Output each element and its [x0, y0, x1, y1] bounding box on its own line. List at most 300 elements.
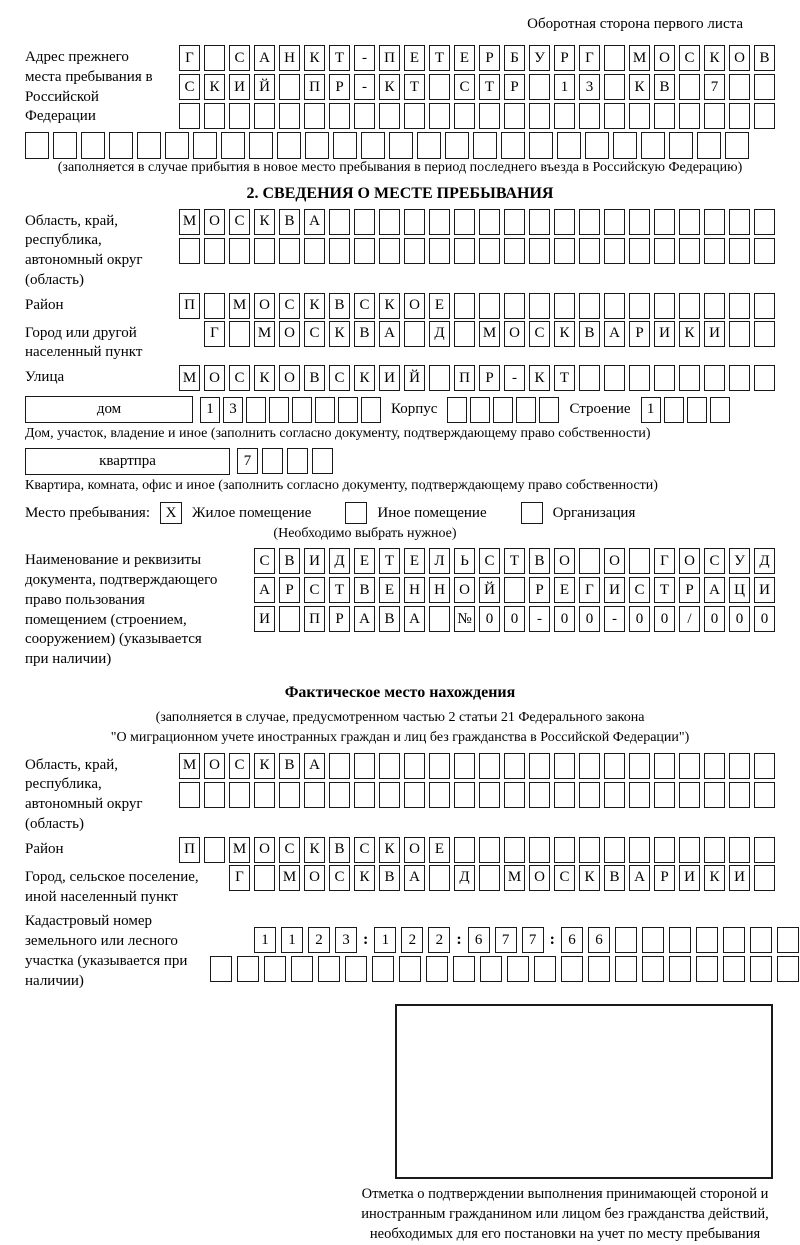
char-box[interactable]: Г	[579, 45, 600, 71]
char-box[interactable]: В	[754, 45, 775, 71]
char-box[interactable]: 0	[479, 606, 500, 632]
char-box[interactable]	[754, 103, 775, 129]
char-box[interactable]	[679, 782, 700, 808]
char-box[interactable]: Г	[204, 321, 225, 347]
char-box[interactable]	[754, 293, 775, 319]
char-box[interactable]: В	[279, 753, 300, 779]
char-box[interactable]	[249, 132, 273, 159]
char-box[interactable]	[454, 238, 475, 264]
char-box[interactable]: 1	[254, 927, 276, 953]
char-box[interactable]	[454, 209, 475, 235]
char-box[interactable]	[292, 397, 312, 423]
char-box[interactable]	[579, 209, 600, 235]
char-box[interactable]: 7	[237, 448, 258, 474]
char-box[interactable]	[704, 782, 725, 808]
char-box[interactable]	[389, 132, 413, 159]
char-box[interactable]: В	[529, 548, 550, 574]
char-box[interactable]: А	[629, 865, 650, 891]
char-box[interactable]	[479, 103, 500, 129]
char-box[interactable]: Р	[329, 74, 350, 100]
char-box[interactable]	[429, 209, 450, 235]
char-box[interactable]: Д	[754, 548, 775, 574]
document-row-1[interactable]	[235, 548, 775, 574]
char-box[interactable]	[529, 132, 553, 159]
char-box[interactable]: 6	[561, 927, 583, 953]
char-box[interactable]: К	[704, 865, 725, 891]
char-box[interactable]	[429, 103, 450, 129]
char-box[interactable]	[354, 238, 375, 264]
char-box[interactable]	[534, 956, 556, 982]
char-box[interactable]	[604, 103, 625, 129]
korpus-boxes[interactable]	[447, 397, 559, 423]
char-box[interactable]: 2	[401, 927, 423, 953]
char-box[interactable]: В	[304, 365, 325, 391]
char-box[interactable]	[729, 209, 750, 235]
char-box[interactable]	[554, 782, 575, 808]
char-box[interactable]: 1	[281, 927, 303, 953]
char-box[interactable]	[354, 209, 375, 235]
char-box[interactable]	[504, 577, 525, 603]
char-box[interactable]	[354, 103, 375, 129]
char-box[interactable]	[629, 365, 650, 391]
char-box[interactable]	[404, 321, 425, 347]
char-box[interactable]	[479, 293, 500, 319]
char-box[interactable]: С	[304, 321, 325, 347]
char-box[interactable]	[279, 782, 300, 808]
char-box[interactable]	[529, 837, 550, 863]
char-box[interactable]	[305, 132, 329, 159]
char-box[interactable]: О	[679, 548, 700, 574]
char-box[interactable]: О	[304, 865, 325, 891]
char-box[interactable]	[25, 132, 49, 159]
char-box[interactable]	[654, 238, 675, 264]
char-box[interactable]	[404, 209, 425, 235]
char-box[interactable]: О	[729, 45, 750, 71]
char-box[interactable]	[679, 74, 700, 100]
char-box[interactable]: А	[304, 209, 325, 235]
char-box[interactable]: №	[454, 606, 475, 632]
char-box[interactable]: О	[279, 321, 300, 347]
char-box[interactable]: М	[629, 45, 650, 71]
char-box[interactable]	[754, 209, 775, 235]
char-box[interactable]	[204, 837, 225, 863]
char-box[interactable]: В	[379, 606, 400, 632]
char-box[interactable]	[704, 293, 725, 319]
oblast-row-2[interactable]	[157, 238, 775, 264]
char-box[interactable]	[429, 865, 450, 891]
char-box[interactable]	[504, 782, 525, 808]
char-box[interactable]: Т	[429, 45, 450, 71]
char-box[interactable]: О	[654, 45, 675, 71]
char-box[interactable]: О	[404, 293, 425, 319]
char-box[interactable]: О	[504, 321, 525, 347]
char-box[interactable]	[529, 753, 550, 779]
char-box[interactable]: И	[754, 577, 775, 603]
char-box[interactable]: С	[554, 865, 575, 891]
char-box[interactable]	[604, 74, 625, 100]
char-box[interactable]	[453, 956, 475, 982]
char-box[interactable]	[204, 45, 225, 71]
char-box[interactable]: 1	[374, 927, 396, 953]
char-box[interactable]	[399, 956, 421, 982]
char-box[interactable]	[579, 782, 600, 808]
char-box[interactable]: К	[379, 293, 400, 319]
char-box[interactable]	[429, 74, 450, 100]
char-box[interactable]	[429, 365, 450, 391]
char-box[interactable]	[554, 238, 575, 264]
char-box[interactable]: К	[379, 74, 400, 100]
char-box[interactable]: С	[629, 577, 650, 603]
char-box[interactable]	[254, 865, 275, 891]
char-box[interactable]	[529, 209, 550, 235]
char-box[interactable]	[504, 238, 525, 264]
char-box[interactable]: В	[654, 74, 675, 100]
char-box[interactable]: К	[204, 74, 225, 100]
char-box[interactable]: М	[229, 293, 250, 319]
char-box[interactable]: В	[279, 548, 300, 574]
char-box[interactable]: К	[254, 365, 275, 391]
char-box[interactable]: 7	[704, 74, 725, 100]
char-box[interactable]: С	[329, 365, 350, 391]
char-box[interactable]: Е	[454, 45, 475, 71]
char-box[interactable]	[604, 837, 625, 863]
char-box[interactable]: С	[679, 45, 700, 71]
char-box[interactable]: Р	[329, 606, 350, 632]
char-box[interactable]: -	[604, 606, 625, 632]
char-box[interactable]: Й	[479, 577, 500, 603]
char-box[interactable]	[777, 956, 799, 982]
gorod-row[interactable]	[170, 321, 775, 347]
char-box[interactable]	[246, 397, 266, 423]
prev-address-row-1[interactable]	[175, 45, 775, 71]
char-box[interactable]: Р	[479, 365, 500, 391]
char-box[interactable]	[664, 397, 684, 423]
char-box[interactable]: Н	[279, 45, 300, 71]
char-box[interactable]: 2	[428, 927, 450, 953]
char-box[interactable]	[429, 753, 450, 779]
char-box[interactable]: 0	[654, 606, 675, 632]
char-box[interactable]	[579, 103, 600, 129]
char-box[interactable]	[654, 365, 675, 391]
char-box[interactable]	[754, 865, 775, 891]
char-box[interactable]	[329, 238, 350, 264]
char-box[interactable]	[379, 103, 400, 129]
char-box[interactable]	[539, 397, 559, 423]
char-box[interactable]: Е	[554, 577, 575, 603]
char-box[interactable]	[604, 365, 625, 391]
char-box[interactable]	[679, 238, 700, 264]
char-box[interactable]	[604, 782, 625, 808]
char-box[interactable]: С	[229, 45, 250, 71]
char-box[interactable]	[554, 103, 575, 129]
char-box[interactable]: Д	[429, 321, 450, 347]
char-box[interactable]	[479, 865, 500, 891]
char-box[interactable]	[179, 782, 200, 808]
char-box[interactable]: М	[179, 209, 200, 235]
char-box[interactable]	[279, 606, 300, 632]
char-box[interactable]: С	[254, 548, 275, 574]
char-box[interactable]: Т	[329, 577, 350, 603]
char-box[interactable]	[585, 132, 609, 159]
char-box[interactable]	[454, 103, 475, 129]
stroenie-boxes[interactable]	[641, 397, 730, 423]
char-box[interactable]	[529, 782, 550, 808]
char-box[interactable]: А	[604, 321, 625, 347]
char-box[interactable]: Н	[429, 577, 450, 603]
char-box[interactable]: С	[304, 577, 325, 603]
char-box[interactable]	[613, 132, 637, 159]
char-box[interactable]	[504, 753, 525, 779]
char-box[interactable]: И	[254, 606, 275, 632]
char-box[interactable]: М	[479, 321, 500, 347]
char-box[interactable]: Р	[479, 45, 500, 71]
char-box[interactable]: И	[704, 321, 725, 347]
char-box[interactable]: А	[404, 606, 425, 632]
fact-gorod-row[interactable]	[210, 865, 775, 891]
char-box[interactable]	[361, 132, 385, 159]
char-box[interactable]	[277, 132, 301, 159]
char-box[interactable]	[338, 397, 358, 423]
char-box[interactable]	[604, 238, 625, 264]
char-box[interactable]: С	[279, 837, 300, 863]
char-box[interactable]: Р	[554, 45, 575, 71]
char-box[interactable]: 0	[704, 606, 725, 632]
char-box[interactable]: Е	[354, 548, 375, 574]
char-box[interactable]: Г	[579, 577, 600, 603]
char-box[interactable]: В	[354, 321, 375, 347]
char-box[interactable]: Д	[454, 865, 475, 891]
char-box[interactable]: М	[179, 365, 200, 391]
char-box[interactable]	[723, 956, 745, 982]
char-box[interactable]: С	[354, 293, 375, 319]
char-box[interactable]: О	[204, 209, 225, 235]
char-box[interactable]	[229, 103, 250, 129]
char-box[interactable]: В	[604, 865, 625, 891]
char-box[interactable]	[287, 448, 308, 474]
char-box[interactable]: 7	[495, 927, 517, 953]
char-box[interactable]: О	[604, 548, 625, 574]
char-box[interactable]	[669, 956, 691, 982]
char-box[interactable]: С	[279, 293, 300, 319]
char-box[interactable]	[204, 103, 225, 129]
char-box[interactable]	[179, 103, 200, 129]
char-box[interactable]	[329, 209, 350, 235]
char-box[interactable]: К	[704, 45, 725, 71]
char-box[interactable]: О	[254, 837, 275, 863]
char-box[interactable]	[723, 927, 745, 953]
char-box[interactable]: П	[454, 365, 475, 391]
char-box[interactable]: К	[304, 45, 325, 71]
char-box[interactable]: -	[529, 606, 550, 632]
char-box[interactable]	[754, 74, 775, 100]
ulitsa-row[interactable]	[157, 365, 775, 391]
char-box[interactable]	[754, 321, 775, 347]
char-box[interactable]: -	[354, 45, 375, 71]
char-box[interactable]	[588, 956, 610, 982]
char-box[interactable]	[315, 397, 335, 423]
char-box[interactable]	[629, 753, 650, 779]
char-box[interactable]	[654, 753, 675, 779]
char-box[interactable]	[679, 365, 700, 391]
kadastr-row-1[interactable]	[210, 927, 799, 953]
fact-oblast-row-2[interactable]	[170, 782, 775, 808]
prev-address-row-3[interactable]	[175, 103, 775, 129]
char-box[interactable]	[704, 103, 725, 129]
checkbox-organizatsiya[interactable]	[521, 502, 543, 524]
char-box[interactable]	[312, 448, 333, 474]
char-box[interactable]: 1	[200, 397, 220, 423]
char-box[interactable]	[473, 132, 497, 159]
char-box[interactable]	[604, 293, 625, 319]
char-box[interactable]: Т	[654, 577, 675, 603]
char-box[interactable]	[579, 238, 600, 264]
char-box[interactable]: П	[179, 837, 200, 863]
char-box[interactable]: А	[379, 321, 400, 347]
char-box[interactable]	[504, 103, 525, 129]
char-box[interactable]	[354, 753, 375, 779]
char-box[interactable]	[629, 293, 650, 319]
char-box[interactable]	[254, 103, 275, 129]
char-box[interactable]	[697, 132, 721, 159]
char-box[interactable]	[372, 956, 394, 982]
char-box[interactable]: Ц	[729, 577, 750, 603]
prev-address-row-4[interactable]	[25, 132, 775, 159]
char-box[interactable]: С	[479, 548, 500, 574]
char-box[interactable]: В	[354, 577, 375, 603]
char-box[interactable]	[237, 956, 259, 982]
char-box[interactable]: О	[254, 293, 275, 319]
char-box[interactable]: К	[304, 837, 325, 863]
char-box[interactable]	[480, 956, 502, 982]
char-box[interactable]	[729, 293, 750, 319]
char-box[interactable]: Р	[504, 74, 525, 100]
char-box[interactable]	[504, 209, 525, 235]
char-box[interactable]: О	[204, 365, 225, 391]
char-box[interactable]	[165, 132, 189, 159]
char-box[interactable]	[704, 238, 725, 264]
char-box[interactable]: Р	[654, 865, 675, 891]
char-box[interactable]	[417, 132, 441, 159]
char-box[interactable]	[604, 209, 625, 235]
char-box[interactable]	[501, 132, 525, 159]
char-box[interactable]	[204, 293, 225, 319]
char-box[interactable]: 6	[468, 927, 490, 953]
char-box[interactable]	[204, 238, 225, 264]
dom-type-box[interactable]: дом	[25, 396, 193, 423]
char-box[interactable]: У	[729, 548, 750, 574]
char-box[interactable]	[333, 132, 357, 159]
char-box[interactable]: Б	[504, 45, 525, 71]
fact-oblast-row-1[interactable]	[170, 753, 775, 779]
char-box[interactable]	[579, 365, 600, 391]
char-box[interactable]	[642, 956, 664, 982]
char-box[interactable]: К	[254, 753, 275, 779]
char-box[interactable]	[81, 132, 105, 159]
char-box[interactable]: 3	[223, 397, 243, 423]
char-box[interactable]	[696, 956, 718, 982]
char-box[interactable]: М	[179, 753, 200, 779]
char-box[interactable]: Е	[404, 45, 425, 71]
char-box[interactable]: Е	[404, 548, 425, 574]
char-box[interactable]	[704, 209, 725, 235]
char-box[interactable]	[379, 209, 400, 235]
char-box[interactable]	[470, 397, 490, 423]
char-box[interactable]	[679, 837, 700, 863]
char-box[interactable]	[696, 927, 718, 953]
char-box[interactable]: 0	[729, 606, 750, 632]
char-box[interactable]: С	[229, 753, 250, 779]
char-box[interactable]: П	[304, 606, 325, 632]
char-box[interactable]: Г	[229, 865, 250, 891]
char-box[interactable]: А	[254, 577, 275, 603]
char-box[interactable]: Й	[404, 365, 425, 391]
char-box[interactable]	[504, 293, 525, 319]
char-box[interactable]	[279, 238, 300, 264]
char-box[interactable]	[504, 837, 525, 863]
char-box[interactable]: 7	[522, 927, 544, 953]
char-box[interactable]	[687, 397, 707, 423]
char-box[interactable]: К	[529, 365, 550, 391]
char-box[interactable]	[561, 956, 583, 982]
char-box[interactable]	[704, 753, 725, 779]
char-box[interactable]	[679, 103, 700, 129]
char-box[interactable]	[329, 753, 350, 779]
char-box[interactable]: 0	[554, 606, 575, 632]
char-box[interactable]: О	[404, 837, 425, 863]
char-box[interactable]	[379, 753, 400, 779]
fact-raion-row[interactable]	[170, 837, 775, 863]
kadastr-row-2[interactable]	[210, 956, 799, 982]
char-box[interactable]: И	[679, 865, 700, 891]
char-box[interactable]	[654, 103, 675, 129]
char-box[interactable]	[221, 132, 245, 159]
char-box[interactable]: Г	[654, 548, 675, 574]
char-box[interactable]	[704, 837, 725, 863]
char-box[interactable]	[529, 74, 550, 100]
char-box[interactable]	[679, 209, 700, 235]
char-box[interactable]	[269, 397, 289, 423]
prev-address-row-2[interactable]	[175, 74, 775, 100]
char-box[interactable]	[279, 103, 300, 129]
char-box[interactable]: К	[579, 865, 600, 891]
char-box[interactable]: П	[304, 74, 325, 100]
char-box[interactable]	[304, 238, 325, 264]
char-box[interactable]: Р	[629, 321, 650, 347]
char-box[interactable]: К	[329, 321, 350, 347]
char-box[interactable]	[529, 293, 550, 319]
char-box[interactable]	[454, 782, 475, 808]
char-box[interactable]: Д	[329, 548, 350, 574]
char-box[interactable]	[750, 927, 772, 953]
char-box[interactable]	[679, 293, 700, 319]
char-box[interactable]: Е	[379, 577, 400, 603]
char-box[interactable]: А	[304, 753, 325, 779]
char-box[interactable]	[579, 293, 600, 319]
char-box[interactable]: 3	[335, 927, 357, 953]
oblast-row-1[interactable]	[157, 209, 775, 235]
char-box[interactable]: Т	[479, 74, 500, 100]
char-box[interactable]: О	[204, 753, 225, 779]
char-box[interactable]: 0	[629, 606, 650, 632]
char-box[interactable]	[507, 956, 529, 982]
char-box[interactable]	[554, 209, 575, 235]
char-box[interactable]	[729, 365, 750, 391]
char-box[interactable]	[754, 837, 775, 863]
char-box[interactable]	[754, 782, 775, 808]
char-box[interactable]	[109, 132, 133, 159]
kvartira-number-boxes[interactable]	[237, 448, 333, 474]
char-box[interactable]	[479, 782, 500, 808]
